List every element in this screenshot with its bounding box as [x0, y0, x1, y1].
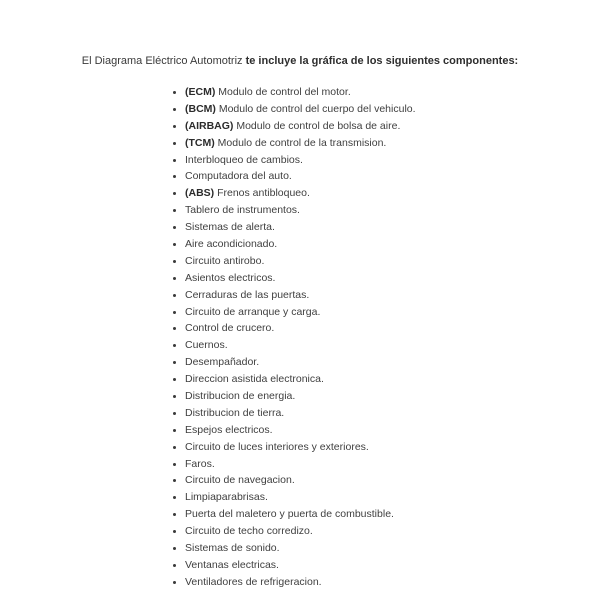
list-item [166, 304, 416, 321]
list-item [166, 354, 416, 371]
list-item [166, 337, 416, 354]
bullet-icon [173, 581, 176, 584]
component-description: Espejos electricos. [185, 423, 273, 436]
bullet-icon [173, 142, 176, 145]
component-description: Modulo de control de bolsa de aire. [233, 119, 401, 132]
list-item [166, 84, 416, 101]
bullet-icon [173, 344, 176, 347]
component-description: Modulo de control del cuerpo del vehiculo. [215, 102, 416, 115]
bullet-icon [173, 327, 176, 330]
list-item [166, 523, 416, 540]
component-abbreviation: (ECM) [185, 86, 216, 98]
component-description: Distribucion de energia. [185, 390, 296, 403]
bullet-icon [173, 547, 176, 550]
list-item [166, 152, 416, 169]
bullet-icon [173, 463, 176, 466]
list-item [166, 287, 416, 304]
component-abbreviation: (ABS) [185, 187, 215, 200]
intro-paragraph [40, 54, 560, 69]
component-description: Cerraduras de las puertas. [185, 288, 310, 301]
bullet-icon [173, 277, 176, 280]
bullet-icon [173, 226, 176, 229]
bullet-icon [173, 91, 176, 94]
bullet-icon [173, 159, 176, 162]
list-item [166, 135, 416, 152]
list-item [166, 557, 416, 574]
list-item [166, 168, 416, 185]
list-item [166, 456, 416, 473]
list-item [166, 185, 416, 202]
component-description: Ventiladores de refrigeracion. [185, 575, 322, 588]
list-item [166, 101, 416, 118]
list-item [166, 405, 416, 422]
list-item [166, 489, 416, 506]
bullet-icon [173, 378, 176, 381]
component-description: Distribucion de tierra. [185, 406, 285, 419]
component-description: Interbloqueo de cambios. [185, 153, 303, 166]
component-description: Frenos antibloqueo. [214, 187, 310, 200]
bullet-icon [173, 446, 176, 449]
bullet-icon [173, 209, 176, 212]
list-item [166, 574, 416, 591]
bullet-icon [173, 412, 176, 415]
component-description: Circuito de navegacion. [185, 474, 295, 487]
bullet-icon [173, 243, 176, 246]
bullet-icon [173, 125, 176, 128]
component-description: Modulo de control de la transmision. [214, 136, 387, 149]
component-description: Circuito antirobo. [185, 254, 265, 267]
list-item [166, 320, 416, 337]
component-description: Circuito de techo corredizo. [185, 525, 313, 538]
component-description: Circuito de luces interiores y exteriores. [185, 440, 369, 453]
component-description: Cuernos. [185, 339, 228, 352]
list-item [166, 253, 416, 270]
list-item [166, 439, 416, 456]
bullet-icon [173, 361, 176, 364]
bullet-icon [173, 294, 176, 297]
component-description: Control de crucero. [185, 322, 275, 335]
bullet-icon [173, 108, 176, 111]
component-description: Sistemas de alerta. [185, 221, 275, 234]
components-list [166, 84, 416, 591]
component-abbreviation: (TCM) [185, 136, 215, 149]
bullet-icon [173, 513, 176, 516]
bullet-icon [173, 260, 176, 263]
bullet-icon [173, 530, 176, 533]
bullet-icon [173, 192, 176, 195]
component-description: Computadora del auto. [185, 170, 292, 183]
list-item [166, 472, 416, 489]
list-item [166, 270, 416, 287]
component-description: Circuito de arranque y carga. [185, 305, 321, 318]
list-item [166, 118, 416, 135]
bullet-icon [173, 496, 176, 499]
component-description: Aire acondicionado. [185, 238, 278, 251]
bullet-icon [173, 395, 176, 398]
intro-bold-text: te incluye la gráfica de los siguientes componentes: [245, 55, 519, 67]
list-item [166, 236, 416, 253]
list-item [166, 371, 416, 388]
component-description: Limpiaparabrisas. [185, 491, 268, 504]
component-description: Faros. [185, 457, 215, 470]
bullet-icon [173, 311, 176, 314]
component-description: Desempañador. [185, 356, 260, 369]
component-description: Asientos electricos. [185, 271, 276, 284]
component-description: Ventanas electricas. [185, 558, 279, 571]
bullet-icon [173, 564, 176, 567]
component-abbreviation: (AIRBAG) [185, 119, 234, 132]
list-item [166, 219, 416, 236]
component-description: Tablero de instrumentos. [185, 204, 300, 217]
bullet-icon [173, 429, 176, 432]
component-description: Puerta del maletero y puerta de combustible. [185, 508, 394, 521]
list-item [166, 540, 416, 557]
component-description: Modulo de control del motor. [215, 86, 351, 98]
component-description: Direccion asistida electronica. [185, 373, 324, 386]
list-item [166, 422, 416, 439]
bullet-icon [173, 175, 176, 178]
list-item [166, 506, 416, 523]
component-abbreviation: (BCM) [185, 102, 216, 115]
list-item [166, 202, 416, 219]
bullet-icon [173, 479, 176, 482]
list-item [166, 388, 416, 405]
intro-plain-text: El Diagrama Eléctrico Automotriz [81, 55, 246, 67]
component-description: Sistemas de sonido. [185, 542, 280, 555]
